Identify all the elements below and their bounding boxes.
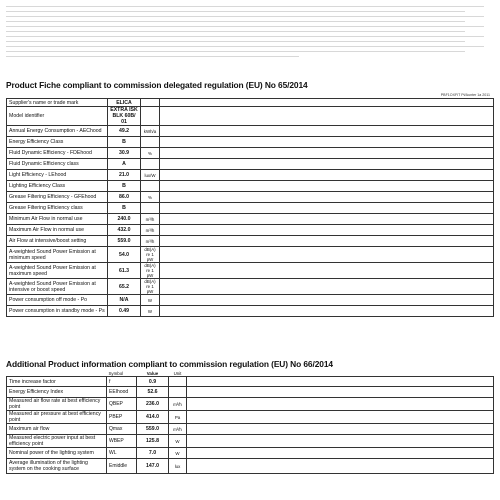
row-unit: % — [141, 192, 160, 203]
header-unit: Unit — [173, 371, 182, 376]
row-translations — [160, 225, 494, 236]
row-translations — [187, 424, 494, 435]
row-label: Nominal power of the lighting system — [7, 448, 107, 459]
row-unit: % — [141, 148, 160, 159]
table-row — [7, 170, 494, 181]
row-unit — [141, 181, 160, 192]
table-row — [7, 225, 494, 236]
table-row — [7, 159, 494, 170]
row-unit: dB(A) re 1 pW — [141, 279, 160, 295]
row-label: Measured electric power input at best efficiency point — [7, 435, 107, 448]
table-row — [7, 192, 494, 203]
row-translations — [160, 99, 494, 107]
row-unit — [169, 377, 187, 387]
row-unit: kWh/a — [141, 126, 160, 137]
row-translations — [160, 263, 494, 279]
row-unit — [169, 387, 187, 398]
row-value: 49.2 — [108, 126, 141, 137]
row-unit — [141, 107, 160, 126]
product-fiche-table — [6, 98, 494, 317]
row-value: 7.0 — [137, 448, 169, 459]
table-row — [7, 203, 494, 214]
row-translations — [160, 203, 494, 214]
row-translations — [187, 448, 494, 459]
row-translations — [160, 279, 494, 295]
row-value: EXTRA ISK BLK 60B/ 01 — [108, 107, 141, 126]
row-value: 240.0 — [108, 214, 141, 225]
row-label: Air Flow at intensive/boost setting — [7, 236, 108, 247]
row-value: B — [108, 137, 141, 148]
row-value: N/A — [108, 295, 141, 306]
table-row — [7, 306, 494, 317]
row-label: Energy Efficiency Index — [7, 387, 107, 398]
row-translations — [160, 159, 494, 170]
table-row — [7, 411, 494, 424]
row-value: 61.3 — [108, 263, 141, 279]
row-translations — [160, 107, 494, 126]
row-value: B — [108, 181, 141, 192]
row-label: Power consumption in standby mode - Ps — [7, 306, 108, 317]
row-unit — [141, 99, 160, 107]
row-unit: lux/W — [141, 170, 160, 181]
row-value: 147.0 — [137, 459, 169, 474]
table-row — [7, 107, 494, 126]
row-value: 0.9 — [137, 377, 169, 387]
table-row — [7, 279, 494, 295]
table-row — [7, 247, 494, 263]
row-symbol: WL — [107, 448, 137, 459]
row-value: B — [108, 203, 141, 214]
additional-info-table — [6, 371, 494, 474]
row-label: A-weighted Sound Power Emission at intensive or boost speed — [7, 279, 108, 295]
row-unit: Pa — [169, 411, 187, 424]
table-row — [7, 236, 494, 247]
row-unit: lux — [169, 459, 187, 474]
table-row — [7, 398, 494, 411]
row-symbol: WBEP — [107, 435, 137, 448]
row-label: Annual Energy Consumption - AEChood — [7, 126, 108, 137]
row-value: 236.0 — [137, 398, 169, 411]
document-reference: PBF1OXFIT Pt/Aunter 1a 2011 — [440, 93, 490, 97]
row-symbol: Qmax — [107, 424, 137, 435]
row-label: Grease Filtering Efficiency class — [7, 203, 108, 214]
row-unit: dB(A) re 1 pW — [141, 263, 160, 279]
row-unit — [141, 137, 160, 148]
table-row — [7, 148, 494, 159]
row-value: 30.9 — [108, 148, 141, 159]
table-row — [7, 126, 494, 137]
table-row — [7, 263, 494, 279]
row-label: Measured air flow rate at best efficiency point — [7, 398, 107, 411]
row-label: Grease Filtering Efficiency - GFEhood — [7, 192, 108, 203]
row-unit: W — [141, 306, 160, 317]
row-unit — [141, 159, 160, 170]
row-value: 65.2 — [108, 279, 141, 295]
row-translations — [187, 459, 494, 474]
row-translations — [187, 387, 494, 398]
table-row — [7, 214, 494, 225]
row-value: 125.8 — [137, 435, 169, 448]
row-unit: dB(A) re 1 pW — [141, 247, 160, 263]
table-row — [7, 459, 494, 474]
row-value: 0.49 — [108, 306, 141, 317]
row-translations — [160, 214, 494, 225]
table-row — [7, 387, 494, 398]
row-unit: m³/h — [141, 225, 160, 236]
row-label: Maximum Air Flow in normal use — [7, 225, 108, 236]
row-symbol: EEIhood — [107, 387, 137, 398]
table-row — [7, 99, 494, 107]
row-value: 559.0 — [108, 236, 141, 247]
row-label: Model identifier — [7, 107, 108, 126]
row-unit: m³/h — [169, 424, 187, 435]
row-value: 52.6 — [137, 387, 169, 398]
section1-title: Product Fiche compliant to commission delegated regulation (EU) No 65/2014 — [6, 80, 308, 90]
row-translations — [160, 306, 494, 317]
row-label: Fluid Dynamic Efficiency - FDEhood — [7, 148, 108, 159]
row-label: A-weighted Sound Power Emission at minimum speed — [7, 247, 108, 263]
row-value: 86.0 — [108, 192, 141, 203]
row-label: Lighting Efficiency Class — [7, 181, 108, 192]
row-label: Light Efficiency - LEhood — [7, 170, 108, 181]
row-translations — [160, 148, 494, 159]
row-value: 559.0 — [137, 424, 169, 435]
row-translations — [160, 126, 494, 137]
row-unit: W — [169, 448, 187, 459]
row-unit: m³/h — [141, 214, 160, 225]
row-label: Average illumination of the lighting system on the cooking surface — [7, 459, 107, 474]
row-translations — [160, 247, 494, 263]
row-value: 414.0 — [137, 411, 169, 424]
row-translations — [187, 398, 494, 411]
table-row — [7, 435, 494, 448]
section2-title: Additional Product information compliant to commission regulation (EU) No 66/2014 — [6, 359, 333, 369]
row-symbol: f — [107, 377, 137, 387]
row-translations — [187, 377, 494, 387]
row-label: Measured air pressure at best efficiency point — [7, 411, 107, 424]
row-symbol: PBEP — [107, 411, 137, 424]
row-translations — [160, 295, 494, 306]
row-label: Energy Efficiency Class — [7, 137, 108, 148]
row-unit: m³/h — [169, 398, 187, 411]
header-symbol: Symbol — [108, 371, 124, 376]
header-value: Value — [146, 371, 159, 376]
row-label: Minimum Air Flow in normal use — [7, 214, 108, 225]
row-value: 21.0 — [108, 170, 141, 181]
row-translations — [160, 137, 494, 148]
row-translations — [160, 192, 494, 203]
row-value: A — [108, 159, 141, 170]
row-value: 54.0 — [108, 247, 141, 263]
table-row — [7, 181, 494, 192]
row-unit: W — [169, 435, 187, 448]
row-label: Fluid Dynamic Efficiency class — [7, 159, 108, 170]
row-label: Power consumption off mode - Po — [7, 295, 108, 306]
table-row — [7, 377, 494, 387]
multilingual-header-text — [6, 4, 494, 76]
table-row — [7, 137, 494, 148]
row-value: 432.0 — [108, 225, 141, 236]
row-translations — [160, 236, 494, 247]
row-unit — [141, 203, 160, 214]
row-translations — [187, 435, 494, 448]
row-translations — [160, 181, 494, 192]
row-unit: m³/h — [141, 236, 160, 247]
table-row — [7, 295, 494, 306]
row-label: Time increase factor — [7, 377, 107, 387]
row-translations — [160, 170, 494, 181]
row-label: A-weighted Sound Power Emission at maximum speed — [7, 263, 108, 279]
row-label: Supplier's name or trade mark — [7, 99, 108, 107]
table-row — [7, 424, 494, 435]
row-symbol: Emiddle — [107, 459, 137, 474]
row-label: Maximum air flow — [7, 424, 107, 435]
table-row — [7, 448, 494, 459]
row-unit: W — [141, 295, 160, 306]
row-symbol: QBEP — [107, 398, 137, 411]
row-translations — [187, 411, 494, 424]
row-value: ELICA — [108, 99, 141, 107]
